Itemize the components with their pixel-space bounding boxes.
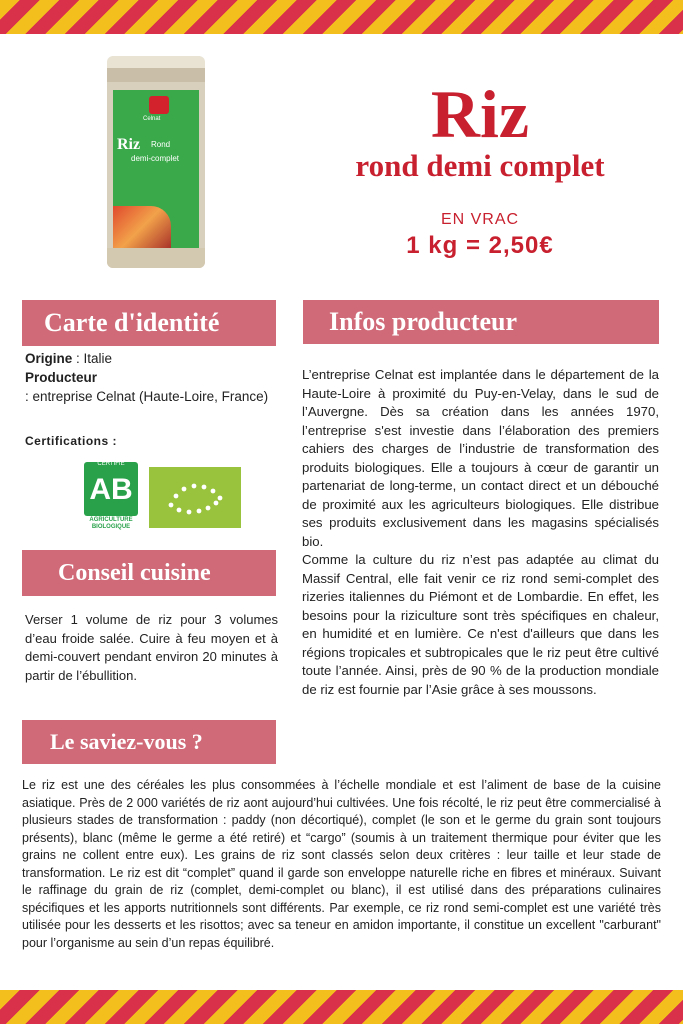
eu-organic-leaf-logo [149, 467, 241, 528]
origin-value: : Italie [72, 351, 113, 366]
identity-details [25, 349, 275, 406]
product-package-image [107, 56, 205, 268]
did-you-know-text: Le riz est une des céréales les plus consommées à l’échelle mondiale et est l’aliment de base de la cuisine asiatique. Près de 2 000 variétés de riz aont aujourd’hui cultivées. Une fois récolté, le riz peut être commercialisé à plusieurs stades de transformation : paddy (non décortiqué), complet (le son et le germe du grain sont toujours présents), blanc (même le germe a été retiré) et “cargo” (soumis à un traitement thermique pour éviter que les grains ne collent entre eux). Les grains de riz sont classés selon deux critères : leur taille et leur stade de transformation. Le riz est dit “complet” quand il garde son enveloppe naturelle riche en fibres et minéraux. Suivant le raffinage du grain de riz (complet, demi-complet ou blanc), il est utilisé dans des préparations culinaires spécifiques et les apports nutritionnels sont différents. Par exemple, ce riz rond semi-complet est une variété très utilisée pour les desserts et les risottos; avec sa teneur en amidon importante, il constitue un excellent "carburant" pour l’organisme au sein d’un repas équilibré. [22, 778, 661, 950]
product-price: 1 kg = 2,50€ [406, 232, 554, 259]
advice-heading: Conseil cuisine [22, 550, 276, 596]
package-illustration [113, 206, 171, 248]
producer-info-paragraph-2: Comme la culture du riz n’est pas adaptée au climat du Massif Central, elle fait venir ce riz rond semi-complet des rizeries italiennes du Piémont et de Lombardie. En effet, les besoins pour la riziculture sont très spécifiques en chaleur, en humidité et en lumière. Ce n'est d'ailleurs que dans les régions tropicales et subtropicales que le riz peut être cultivé toute l’année. Ainsi, près de 90 % de la production mondiale de riz est fournie par l’Asie grâce à ses moussons. [302, 552, 659, 697]
producer-info-paragraph-1: L’entreprise Celnat est implantée dans le département de la Haute-Loire à proximité du Puy-en-Velay, dans le sud de l’Auvergne. Dès sa création dans les années 1970, l’entreprise s'est investie dans l’élaboration des premiers cahiers des charges de l’industrie de transformation des produits biologiques. Elle a toujours à cœur de garantir un partenariat de long-terme, un contact direct et un débouché de proximité aux les agriculteurs biologiques. Elle distribue ses produits exclusivement dans les magasins spécialisés bio. [302, 367, 659, 549]
producer-info-text [302, 366, 659, 699]
package-name-line2: Rond [151, 140, 171, 149]
ab-logo-top-text: CERTIFIÉ [97, 461, 125, 467]
brand-logo [149, 96, 169, 114]
package-name: Riz [117, 136, 141, 153]
advice-text: Verser 1 volume de riz pour 3 volumes d’eau froide salée. Cuire à feu moyen et à demi-couvert pendant environ 20 minutes à partir de l’ébullition. [25, 612, 278, 683]
product-title: Riz [430, 76, 530, 152]
certifications-label: Certifications : [25, 434, 118, 448]
top-striped-border [0, 0, 683, 34]
package-brand: Celnat [143, 116, 161, 122]
identity-heading: Carte d'identité [22, 300, 276, 346]
producer-info-heading: Infos producteur [303, 300, 659, 344]
producer-value: : entreprise Celnat (Haute-Loire, France) [25, 389, 269, 404]
producer-label: Producteur [25, 370, 98, 385]
ab-logo-caption: AGRICULTURE BIOLOGIQUE [89, 517, 133, 530]
ab-logo-mark: AB [84, 462, 138, 516]
rice-grains [107, 248, 205, 268]
product-subtitle: rond demi complet [355, 148, 605, 183]
did-you-know-heading: Le saviez-vous ? [22, 720, 276, 764]
eu-leaf-icon [149, 467, 241, 528]
ab-certification-logo [84, 462, 138, 534]
sale-mode: EN VRAC [440, 211, 520, 228]
bottom-striped-border [0, 990, 683, 1024]
origin-label: Origine [25, 351, 73, 366]
package-name-line3: demi-complet [131, 154, 180, 163]
